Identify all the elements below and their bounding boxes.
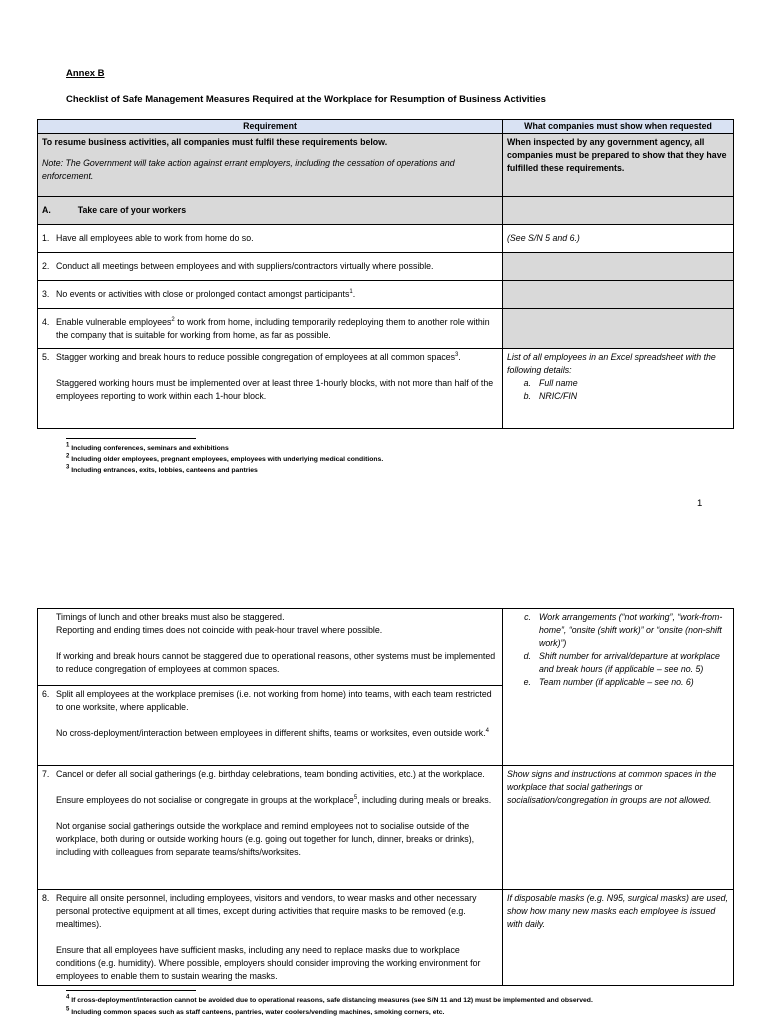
list-item	[507, 676, 729, 689]
row-8-text: Require all onsite personnel, including employees, visitors and vendors, to wear masks and other necessary personal protective equipment at all times, except during activities that require masks to be removed (e.g. mealtimes).	[56, 893, 477, 929]
row-3-requirement	[38, 281, 503, 309]
footnote-text: Including common spaces such as staff canteens, pantries, water coolers/vending machines, smoking corners, etc.	[71, 1009, 445, 1016]
footnote-text: Including older employees, pregnant employees, employees with underlying medical conditions.	[71, 456, 384, 463]
footnote-number: 3	[66, 464, 70, 471]
list-text: Team number (if applicable – see no. 6)	[539, 677, 694, 687]
row-3-body	[56, 288, 498, 301]
intro-row	[38, 134, 734, 197]
row-1-show: (See S/N 5 and 6.)	[503, 225, 734, 253]
section-a-row	[38, 197, 734, 225]
row-3-tail: .	[352, 289, 356, 299]
list-item	[507, 650, 729, 676]
row-5-show-text: List of all employees in an Excel spreadsheet with the following details:	[507, 352, 716, 375]
list-letter: a.	[523, 378, 531, 388]
footnote-3	[66, 466, 258, 476]
row-3-show	[503, 281, 734, 309]
header-what-to-show: What companies must show when requested	[503, 120, 734, 134]
row-7-text: Cancel or defer all social gatherings (e.g. birthday celebrations, team bonding activities, etc.) at the workplace.	[56, 769, 485, 779]
row-7-para-2-wrap	[56, 794, 498, 807]
row-6-number: 6.	[42, 689, 50, 699]
row-4-requirement	[38, 309, 503, 349]
row-7-para-3: Not organise social gatherings outside the workplace and remind employees not to socialise outside of the workplace, both during or outside working hours (e.g. going out together for lunch, dinner, breaks or drinks), including with colleagues from separate teams/shifts/worksites.	[56, 821, 475, 857]
row-5-continued-requirement	[38, 609, 503, 686]
table-row	[38, 766, 734, 890]
footnote-text: If cross-deployment/interaction cannot be avoided due to operational reasons, safe distancing measures (see S/N 11 and 12) must be implemented and observed.	[71, 997, 593, 1004]
footnote-ref-3: 3	[455, 352, 459, 359]
blank-number	[42, 611, 56, 676]
row-4-show	[503, 309, 734, 349]
intro-note: Note: The Government will take action against errant employers, including the cessation of operations and enforcement.	[42, 158, 455, 181]
footnote-ref-4: 4	[485, 728, 489, 735]
row-5-para-2: Staggered working hours must be implemented over at least three 1-hourly blocks, with not more than half of the employees reporting to work within each 1-hour block.	[56, 378, 494, 401]
footnote-2	[66, 455, 383, 465]
footnote-ref-5: 5	[353, 795, 358, 802]
intro-show: When inspected by any government agency, all companies must be prepared to show that they have fulfilled these requirements.	[503, 134, 734, 197]
row-5-body	[56, 351, 498, 403]
document-title: Checklist of Safe Management Measures Required at the Workplace for Resumption of Business Activities	[66, 94, 546, 105]
row-8-requirement	[38, 890, 503, 986]
list-text: Full name	[539, 378, 578, 388]
table-row	[38, 281, 734, 309]
header-requirement: Requirement	[38, 120, 503, 134]
row-5-continued-body	[56, 611, 498, 676]
cont-para-2: Reporting and ending times does not coincide with peak-hour travel where possible.	[56, 625, 383, 635]
row-6-para-2-wrap	[56, 727, 498, 740]
employee-details-list	[507, 377, 729, 403]
row-3-text: No events or activities with close or prolonged contact amongst participants	[56, 289, 350, 299]
row-7-requirement	[38, 766, 503, 890]
intro-cell	[38, 134, 503, 197]
footnote-4	[66, 996, 593, 1006]
row-8-para-2: Ensure that all employees have sufficient masks, including any need to replace masks due to workplace conditions (e.g. humidity). Where possible, employers should consider improving the working environment for employees to enable them to sustain wearing the masks.	[56, 945, 481, 981]
list-item	[507, 611, 729, 650]
footnote-number: 1	[66, 442, 70, 449]
section-a-letter: A.	[42, 205, 51, 215]
footnote-ref-2: 2	[171, 316, 175, 323]
footnote-number: 5	[66, 1006, 70, 1013]
row-6-text: Split all employees at the workplace premises (i.e. not working from home) into teams, with each team restricted to one worksite, where applicable.	[56, 689, 492, 712]
footnote-number: 2	[66, 453, 70, 460]
row-5-tail: .	[458, 352, 461, 362]
cont-para-1: Timings of lunch and other breaks must also be staggered.	[56, 612, 285, 622]
row-5-continued-show	[503, 609, 734, 766]
row-2-requirement	[38, 253, 503, 281]
checklist-table-page-2	[37, 608, 734, 986]
row-2-show	[503, 253, 734, 281]
checklist-table-page-1	[37, 119, 734, 429]
list-letter: e.	[523, 677, 531, 687]
list-text: Work arrangements (“not working”, “work-from-home”, “onsite (shift work)” or “onsite (non-shift work)”)	[539, 612, 723, 648]
row-3-number: 3.	[42, 289, 50, 299]
employee-details-list-continued	[507, 611, 729, 689]
row-7-show: Show signs and instructions at common spaces in the workplace that social gatherings or socialisation/congregation in groups are not allowed.	[503, 766, 734, 890]
table-row	[38, 349, 734, 429]
footnote-text: Including entrances, exits, lobbies, canteens and pantries	[71, 467, 258, 474]
row-5-text: Stagger working and break hours to reduce possible congregation of employees at all common spaces	[56, 352, 456, 362]
row-7-para-2-b: , including during meals or breaks.	[357, 795, 492, 805]
row-1-requirement	[38, 225, 503, 253]
section-a-show	[503, 197, 734, 225]
page-number: 1	[697, 498, 703, 509]
row-2-text: Conduct all meetings between employees and with suppliers/contractors virtually where possible.	[56, 261, 434, 271]
list-item	[507, 390, 729, 403]
row-4-text-a: Enable vulnerable employees	[56, 316, 172, 327]
footnote-ref-1: 1	[349, 289, 353, 296]
intro-text: To resume business activities, all companies must fulfil these requirements below.	[42, 137, 388, 147]
list-letter: d.	[523, 651, 531, 661]
section-a-cell	[38, 197, 503, 225]
page-gap	[0, 540, 768, 580]
footnote-5	[66, 1008, 444, 1018]
footnote-separator	[66, 990, 196, 991]
table-row	[38, 309, 734, 349]
row-6-body	[56, 688, 498, 740]
list-item	[507, 377, 729, 390]
row-1-text: Have all employees able to work from home do so.	[56, 233, 254, 243]
table-row-continued	[38, 609, 734, 686]
row-5-number: 5.	[42, 352, 50, 362]
row-8-show: If disposable masks (e.g. N95, surgical masks) are used, show how many new masks each employee is issued with daily.	[503, 890, 734, 986]
footnote-number: 4	[66, 994, 70, 1001]
annex-label: Annex B	[66, 68, 105, 79]
row-1-number: 1.	[42, 233, 50, 243]
table-row	[38, 225, 734, 253]
row-4-number: 4.	[42, 316, 50, 327]
row-7-para-2-a: Ensure employees do not socialise or congregate in groups at the workplace	[56, 795, 354, 805]
list-text: Shift number for arrival/departure at workplace and break hours (if applicable – see no. 5)	[539, 651, 720, 674]
table-header-row	[38, 120, 734, 134]
row-2-number: 2.	[42, 261, 50, 271]
footnote-1	[66, 444, 229, 454]
row-8-number: 8.	[42, 893, 50, 903]
row-7-number: 7.	[42, 769, 50, 779]
table-row	[38, 890, 734, 986]
list-letter: c.	[524, 612, 531, 622]
footnote-separator	[66, 438, 196, 439]
row-8-body	[56, 892, 498, 983]
cont-para-3: If working and break hours cannot be staggered due to operational reasons, other systems must be implemented to reduce congregation of employees at common spaces.	[56, 651, 496, 674]
row-7-body	[56, 768, 498, 859]
row-4-text-b: to work from home, including temporarily redeploying them to another role within the company that is suitable for working from home, as far as possible.	[56, 316, 490, 340]
row-6-requirement	[38, 686, 503, 766]
footnote-text: Including conferences, seminars and exhibitions	[71, 445, 229, 452]
table-row	[38, 253, 734, 281]
row-5-requirement	[38, 349, 503, 429]
list-letter: b.	[523, 391, 531, 401]
section-a-title: Take care of your workers	[77, 205, 187, 215]
row-4-body	[56, 316, 498, 342]
row-6-para-2: No cross-deployment/interaction between employees in different shifts, teams or worksites, even outside work.	[56, 728, 486, 738]
list-text: NRIC/FIN	[539, 391, 578, 401]
page-2	[0, 580, 768, 1024]
row-5-show	[503, 349, 734, 429]
